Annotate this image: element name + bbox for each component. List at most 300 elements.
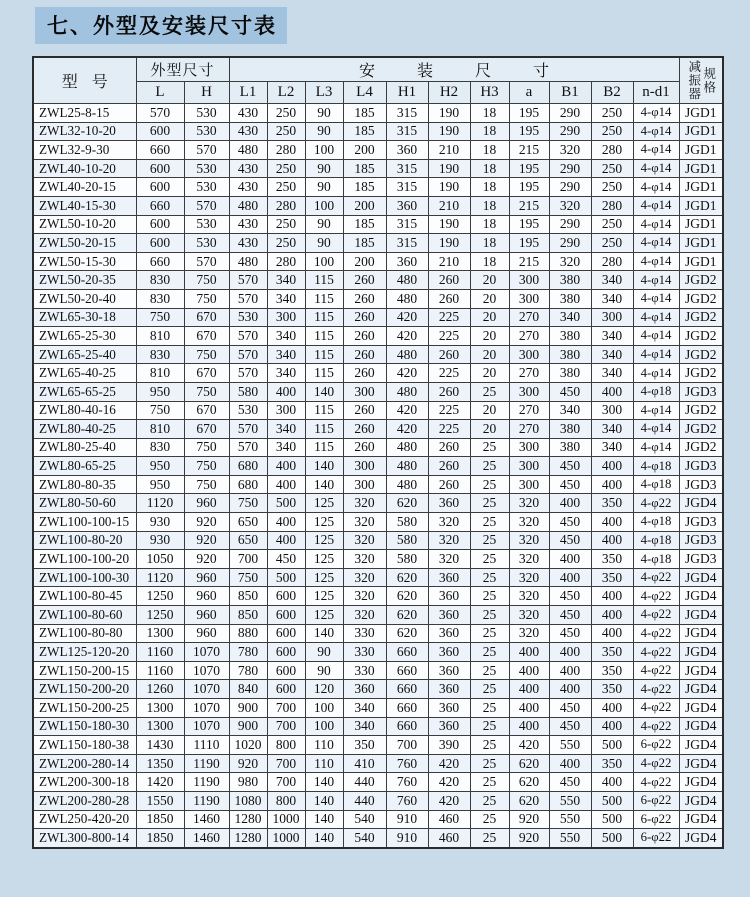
value-cell: 420 xyxy=(386,364,428,383)
value-cell: 920 xyxy=(229,754,267,773)
value-cell: 360 xyxy=(386,196,428,215)
value-cell: 400 xyxy=(549,680,591,699)
value-cell: 25 xyxy=(470,624,509,643)
value-cell: 320 xyxy=(428,513,470,532)
value-cell: 380 xyxy=(549,438,591,457)
table-row xyxy=(33,457,723,476)
value-cell: 125 xyxy=(305,531,343,550)
value-cell: 410 xyxy=(343,754,386,773)
table-row xyxy=(33,791,723,810)
model-cell: ZWL40-10-20 xyxy=(33,159,136,178)
value-cell: 185 xyxy=(343,159,386,178)
value-cell: 25 xyxy=(470,791,509,810)
value-cell: 570 xyxy=(184,196,229,215)
col-header-a: a xyxy=(509,82,549,104)
value-cell: 125 xyxy=(305,513,343,532)
value-cell: 530 xyxy=(184,234,229,253)
value-cell: 360 xyxy=(428,624,470,643)
ndl-cell: 4-φ14 xyxy=(633,178,679,197)
value-cell: 670 xyxy=(184,420,229,439)
value-cell: 1300 xyxy=(136,624,184,643)
table-header xyxy=(33,57,723,104)
value-cell: 360 xyxy=(428,699,470,718)
table-row xyxy=(33,513,723,532)
value-cell: 580 xyxy=(386,531,428,550)
model-cell: ZWL32-9-30 xyxy=(33,141,136,160)
value-cell: 1070 xyxy=(184,661,229,680)
value-cell: 750 xyxy=(184,457,229,476)
ndl-cell: 4-φ22 xyxy=(633,661,679,680)
value-cell: 300 xyxy=(509,457,549,476)
value-cell: 780 xyxy=(229,643,267,662)
col-group-outer-dimensions: 外型尺寸 xyxy=(136,57,229,82)
value-cell: 320 xyxy=(343,550,386,569)
value-cell: 420 xyxy=(386,327,428,346)
value-cell: 1050 xyxy=(136,550,184,569)
value-cell: 700 xyxy=(229,550,267,569)
value-cell: 330 xyxy=(343,624,386,643)
value-cell: 750 xyxy=(184,271,229,290)
value-cell: 910 xyxy=(386,810,428,829)
value-cell: 320 xyxy=(343,606,386,625)
model-cell: ZWL65-25-30 xyxy=(33,327,136,346)
value-cell: 125 xyxy=(305,550,343,569)
value-cell: 760 xyxy=(386,791,428,810)
model-cell: ZWL25-8-15 xyxy=(33,104,136,123)
value-cell: 250 xyxy=(591,234,633,253)
table-row xyxy=(33,308,723,327)
value-cell: 290 xyxy=(549,104,591,123)
value-cell: 90 xyxy=(305,178,343,197)
value-cell: 225 xyxy=(428,327,470,346)
col-group-install-dimensions: 安装尺寸 xyxy=(229,57,679,82)
value-cell: 340 xyxy=(549,308,591,327)
value-cell: 200 xyxy=(343,196,386,215)
value-cell: 20 xyxy=(470,271,509,290)
value-cell: 920 xyxy=(184,513,229,532)
value-cell: 1350 xyxy=(136,754,184,773)
damper-spec-cell: JGD4 xyxy=(679,736,723,755)
value-cell: 600 xyxy=(267,587,305,606)
value-cell: 700 xyxy=(267,699,305,718)
value-cell: 950 xyxy=(136,475,184,494)
table-row xyxy=(33,401,723,420)
value-cell: 100 xyxy=(305,717,343,736)
value-cell: 570 xyxy=(184,141,229,160)
model-cell: ZWL100-100-20 xyxy=(33,550,136,569)
value-cell: 300 xyxy=(509,475,549,494)
value-cell: 430 xyxy=(229,122,267,141)
value-cell: 270 xyxy=(509,327,549,346)
value-cell: 450 xyxy=(549,587,591,606)
value-cell: 570 xyxy=(229,271,267,290)
ndl-cell: 4-φ14 xyxy=(633,271,679,290)
value-cell: 400 xyxy=(549,661,591,680)
ndl-cell: 4-φ22 xyxy=(633,717,679,736)
ndl-cell: 4-φ14 xyxy=(633,364,679,383)
damper-spec-cell: JGD2 xyxy=(679,289,723,308)
value-cell: 530 xyxy=(184,104,229,123)
value-cell: 750 xyxy=(229,494,267,513)
value-cell: 140 xyxy=(305,773,343,792)
value-cell: 960 xyxy=(184,606,229,625)
value-cell: 600 xyxy=(267,606,305,625)
model-cell: ZWL150-180-30 xyxy=(33,717,136,736)
model-cell: ZWL32-10-20 xyxy=(33,122,136,141)
value-cell: 290 xyxy=(549,234,591,253)
value-cell: 20 xyxy=(470,420,509,439)
value-cell: 315 xyxy=(386,178,428,197)
value-cell: 320 xyxy=(428,531,470,550)
value-cell: 280 xyxy=(591,141,633,160)
table-row xyxy=(33,141,723,160)
value-cell: 420 xyxy=(509,736,549,755)
damper-spec-cell: JGD3 xyxy=(679,531,723,550)
value-cell: 25 xyxy=(470,382,509,401)
value-cell: 195 xyxy=(509,234,549,253)
value-cell: 225 xyxy=(428,308,470,327)
value-cell: 780 xyxy=(229,661,267,680)
ndl-cell: 4-φ18 xyxy=(633,531,679,550)
value-cell: 250 xyxy=(591,104,633,123)
value-cell: 190 xyxy=(428,122,470,141)
value-cell: 660 xyxy=(386,643,428,662)
value-cell: 195 xyxy=(509,178,549,197)
value-cell: 450 xyxy=(549,475,591,494)
ndl-cell: 4-φ14 xyxy=(633,327,679,346)
value-cell: 360 xyxy=(428,606,470,625)
value-cell: 190 xyxy=(428,178,470,197)
ndl-cell: 6-φ22 xyxy=(633,791,679,810)
value-cell: 18 xyxy=(470,234,509,253)
value-cell: 500 xyxy=(267,494,305,513)
ndl-cell: 4-φ14 xyxy=(633,159,679,178)
value-cell: 450 xyxy=(549,513,591,532)
value-cell: 290 xyxy=(549,178,591,197)
value-cell: 320 xyxy=(428,550,470,569)
value-cell: 660 xyxy=(386,717,428,736)
value-cell: 25 xyxy=(470,680,509,699)
value-cell: 300 xyxy=(509,382,549,401)
value-cell: 810 xyxy=(136,420,184,439)
damper-spec-cell: JGD4 xyxy=(679,810,723,829)
value-cell: 420 xyxy=(386,308,428,327)
value-cell: 260 xyxy=(343,289,386,308)
table-row xyxy=(33,196,723,215)
damper-spec-cell: JGD2 xyxy=(679,438,723,457)
value-cell: 400 xyxy=(267,475,305,494)
col-header-L2: L2 xyxy=(267,82,305,104)
value-cell: 400 xyxy=(267,457,305,476)
value-cell: 350 xyxy=(591,568,633,587)
value-cell: 800 xyxy=(267,791,305,810)
value-cell: 750 xyxy=(184,475,229,494)
ndl-cell: 4-φ18 xyxy=(633,382,679,401)
value-cell: 660 xyxy=(136,196,184,215)
value-cell: 430 xyxy=(229,234,267,253)
value-cell: 25 xyxy=(470,643,509,662)
value-cell: 250 xyxy=(267,178,305,197)
value-cell: 390 xyxy=(428,736,470,755)
value-cell: 290 xyxy=(549,159,591,178)
value-cell: 480 xyxy=(386,345,428,364)
value-cell: 930 xyxy=(136,513,184,532)
value-cell: 25 xyxy=(470,494,509,513)
value-cell: 320 xyxy=(549,141,591,160)
value-cell: 880 xyxy=(229,624,267,643)
ndl-cell: 4-φ14 xyxy=(633,345,679,364)
table-row xyxy=(33,271,723,290)
ndl-cell: 4-φ22 xyxy=(633,568,679,587)
value-cell: 140 xyxy=(305,791,343,810)
value-cell: 340 xyxy=(549,401,591,420)
value-cell: 670 xyxy=(184,401,229,420)
value-cell: 290 xyxy=(549,122,591,141)
model-cell: ZWL40-15-30 xyxy=(33,196,136,215)
damper-spec-cell: JGD3 xyxy=(679,382,723,401)
value-cell: 190 xyxy=(428,159,470,178)
value-cell: 830 xyxy=(136,289,184,308)
value-cell: 260 xyxy=(428,382,470,401)
table-row xyxy=(33,438,723,457)
value-cell: 1110 xyxy=(184,736,229,755)
value-cell: 90 xyxy=(305,234,343,253)
col-header-damper-spec xyxy=(679,57,723,104)
model-cell: ZWL50-20-40 xyxy=(33,289,136,308)
value-cell: 400 xyxy=(591,624,633,643)
value-cell: 440 xyxy=(343,773,386,792)
ndl-cell: 4-φ14 xyxy=(633,196,679,215)
col-header-H: H xyxy=(184,82,229,104)
model-cell: ZWL150-200-15 xyxy=(33,661,136,680)
value-cell: 400 xyxy=(591,717,633,736)
value-cell: 25 xyxy=(470,513,509,532)
damper-spec-cell: JGD2 xyxy=(679,401,723,420)
col-header-H2: H2 xyxy=(428,82,470,104)
value-cell: 320 xyxy=(549,196,591,215)
damper-spec-cell: JGD2 xyxy=(679,271,723,290)
value-cell: 125 xyxy=(305,568,343,587)
model-cell: ZWL100-80-80 xyxy=(33,624,136,643)
value-cell: 25 xyxy=(470,568,509,587)
value-cell: 250 xyxy=(267,104,305,123)
value-cell: 25 xyxy=(470,587,509,606)
value-cell: 115 xyxy=(305,364,343,383)
value-cell: 140 xyxy=(305,382,343,401)
value-cell: 200 xyxy=(343,141,386,160)
table-row xyxy=(33,624,723,643)
value-cell: 750 xyxy=(136,401,184,420)
value-cell: 600 xyxy=(267,661,305,680)
value-cell: 18 xyxy=(470,122,509,141)
value-cell: 570 xyxy=(136,104,184,123)
ndl-cell: 4-φ14 xyxy=(633,289,679,308)
value-cell: 320 xyxy=(509,568,549,587)
value-cell: 480 xyxy=(386,382,428,401)
value-cell: 1080 xyxy=(229,791,267,810)
value-cell: 25 xyxy=(470,773,509,792)
col-header-model: 型号 xyxy=(33,57,136,104)
damper-spec-cell: JGD4 xyxy=(679,791,723,810)
value-cell: 190 xyxy=(428,104,470,123)
value-cell: 500 xyxy=(591,829,633,848)
value-cell: 570 xyxy=(229,438,267,457)
value-cell: 350 xyxy=(591,754,633,773)
value-cell: 1190 xyxy=(184,773,229,792)
value-cell: 1160 xyxy=(136,661,184,680)
value-cell: 340 xyxy=(591,345,633,364)
value-cell: 250 xyxy=(267,215,305,234)
value-cell: 960 xyxy=(184,568,229,587)
value-cell: 810 xyxy=(136,364,184,383)
damper-spec-cell: JGD4 xyxy=(679,773,723,792)
table-row xyxy=(33,587,723,606)
value-cell: 450 xyxy=(267,550,305,569)
value-cell: 270 xyxy=(509,308,549,327)
value-cell: 600 xyxy=(267,680,305,699)
table-row xyxy=(33,606,723,625)
value-cell: 530 xyxy=(184,159,229,178)
value-cell: 670 xyxy=(184,308,229,327)
value-cell: 300 xyxy=(267,401,305,420)
value-cell: 20 xyxy=(470,345,509,364)
value-cell: 1120 xyxy=(136,494,184,513)
value-cell: 900 xyxy=(229,699,267,718)
value-cell: 700 xyxy=(267,717,305,736)
value-cell: 210 xyxy=(428,196,470,215)
value-cell: 650 xyxy=(229,513,267,532)
model-cell: ZWL300-800-14 xyxy=(33,829,136,848)
value-cell: 450 xyxy=(549,717,591,736)
col-header-n-d1: n-d1 xyxy=(633,82,679,104)
ndl-cell: 4-φ22 xyxy=(633,754,679,773)
value-cell: 620 xyxy=(386,494,428,513)
value-cell: 430 xyxy=(229,215,267,234)
value-cell: 1250 xyxy=(136,606,184,625)
value-cell: 450 xyxy=(549,457,591,476)
ndl-cell: 4-φ22 xyxy=(633,624,679,643)
value-cell: 420 xyxy=(428,754,470,773)
value-cell: 480 xyxy=(386,289,428,308)
model-cell: ZWL100-80-45 xyxy=(33,587,136,606)
value-cell: 620 xyxy=(386,624,428,643)
value-cell: 100 xyxy=(305,196,343,215)
value-cell: 400 xyxy=(509,699,549,718)
value-cell: 650 xyxy=(229,531,267,550)
damper-label: 减振器 xyxy=(686,60,701,101)
value-cell: 1460 xyxy=(184,829,229,848)
value-cell: 340 xyxy=(267,289,305,308)
value-cell: 500 xyxy=(591,736,633,755)
value-cell: 195 xyxy=(509,122,549,141)
value-cell: 300 xyxy=(591,401,633,420)
value-cell: 400 xyxy=(509,643,549,662)
table-row xyxy=(33,661,723,680)
value-cell: 750 xyxy=(184,382,229,401)
table-row xyxy=(33,327,723,346)
value-cell: 400 xyxy=(549,754,591,773)
value-cell: 400 xyxy=(267,531,305,550)
col-header-L3: L3 xyxy=(305,82,343,104)
value-cell: 280 xyxy=(267,196,305,215)
value-cell: 195 xyxy=(509,215,549,234)
value-cell: 260 xyxy=(343,438,386,457)
value-cell: 920 xyxy=(184,550,229,569)
ndl-cell: 4-φ14 xyxy=(633,252,679,271)
value-cell: 700 xyxy=(267,773,305,792)
value-cell: 320 xyxy=(509,494,549,513)
ndl-cell: 4-φ14 xyxy=(633,438,679,457)
model-cell: ZWL50-15-30 xyxy=(33,252,136,271)
table-row xyxy=(33,568,723,587)
spec-label: 规格 xyxy=(701,67,716,94)
value-cell: 400 xyxy=(549,568,591,587)
ndl-cell: 6-φ22 xyxy=(633,736,679,755)
value-cell: 400 xyxy=(509,717,549,736)
value-cell: 25 xyxy=(470,661,509,680)
damper-spec-cell: JGD3 xyxy=(679,457,723,476)
damper-spec-cell: JGD1 xyxy=(679,104,723,123)
value-cell: 380 xyxy=(549,271,591,290)
value-cell: 550 xyxy=(549,810,591,829)
value-cell: 260 xyxy=(343,364,386,383)
value-cell: 800 xyxy=(267,736,305,755)
value-cell: 400 xyxy=(267,513,305,532)
value-cell: 340 xyxy=(591,364,633,383)
value-cell: 185 xyxy=(343,178,386,197)
value-cell: 320 xyxy=(549,252,591,271)
col-header-L: L xyxy=(136,82,184,104)
ndl-cell: 4-φ22 xyxy=(633,606,679,625)
table-row xyxy=(33,345,723,364)
value-cell: 360 xyxy=(386,141,428,160)
value-cell: 660 xyxy=(136,252,184,271)
value-cell: 225 xyxy=(428,420,470,439)
value-cell: 380 xyxy=(549,345,591,364)
value-cell: 25 xyxy=(470,754,509,773)
damper-spec-cell: JGD3 xyxy=(679,513,723,532)
ndl-cell: 4-φ22 xyxy=(633,587,679,606)
col-header-L4: L4 xyxy=(343,82,386,104)
value-cell: 1430 xyxy=(136,736,184,755)
value-cell: 850 xyxy=(229,587,267,606)
value-cell: 980 xyxy=(229,773,267,792)
value-cell: 125 xyxy=(305,494,343,513)
table-row xyxy=(33,494,723,513)
model-cell: ZWL100-80-60 xyxy=(33,606,136,625)
value-cell: 260 xyxy=(343,271,386,290)
value-cell: 450 xyxy=(549,382,591,401)
value-cell: 1260 xyxy=(136,680,184,699)
value-cell: 115 xyxy=(305,289,343,308)
value-cell: 660 xyxy=(386,680,428,699)
value-cell: 300 xyxy=(343,457,386,476)
value-cell: 400 xyxy=(549,494,591,513)
value-cell: 330 xyxy=(343,661,386,680)
value-cell: 140 xyxy=(305,457,343,476)
value-cell: 1300 xyxy=(136,699,184,718)
value-cell: 360 xyxy=(428,643,470,662)
value-cell: 420 xyxy=(386,420,428,439)
model-cell: ZWL50-20-35 xyxy=(33,271,136,290)
value-cell: 25 xyxy=(470,550,509,569)
value-cell: 260 xyxy=(343,308,386,327)
table-row xyxy=(33,531,723,550)
value-cell: 960 xyxy=(184,624,229,643)
value-cell: 140 xyxy=(305,829,343,848)
value-cell: 300 xyxy=(267,308,305,327)
table-body xyxy=(33,104,723,848)
